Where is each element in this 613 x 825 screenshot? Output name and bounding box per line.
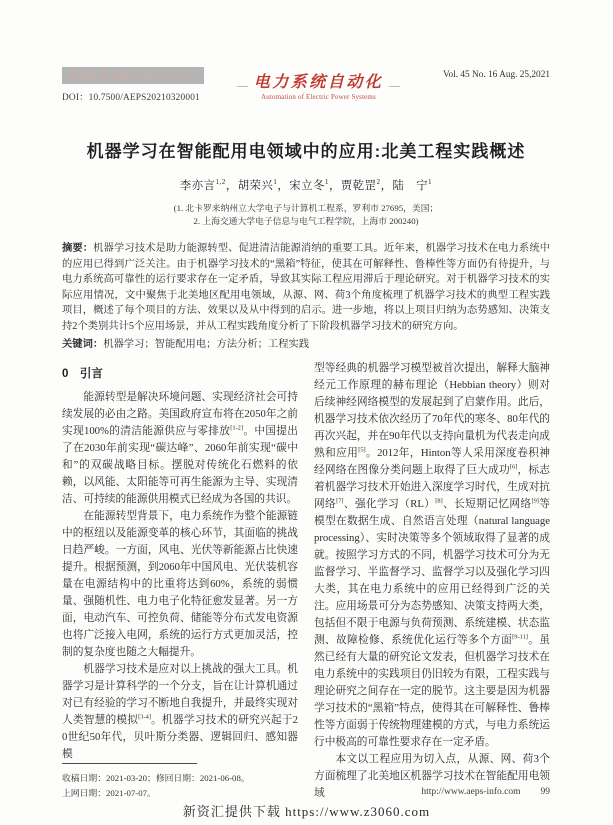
body-paragraph: 机器学习技术是应对以上挑战的强大工具。机器学习是计算科学的一个分支，旨在让计算机通过对已有经验的学习不断地自我提升，并最终实现对人类智慧的模拟[3-4]。机器学习技术的研究兴起于20世纪50年代，贝叶斯分类器、逻辑回归、感知器模 [62, 663, 298, 761]
download-watermark: 新资汇提供下载 https://www.z3060.com [182, 804, 431, 819]
abstract-label: 摘要： [62, 243, 94, 254]
journal-logo: 电力系统自动化 [253, 72, 384, 91]
footnote-line-received: 收稿日期：2021-03-20；修回日期：2021-06-08。 [62, 773, 250, 784]
body-paragraph: 型等经典的机器学习模型被首次提出，解释大脑神经元工作原理的赫布理论（Hebbian theory）则对后续神经网络模型的发展起到了启蒙作用。此后，机器学习技术依次经历了70年代的寒冬、80年代的再次兴起，并在90年代以支持向量机为代表走向成熟和应用[5]。2012年，Hinton等人采用深度卷积神经网络在图像分类问题上取得了巨大成功[6]，标志着机器学习技术开始进入深度学习时代，生成对抗网络[7]、强化学习（RL）[8]、长短期记忆网络[9]等模型在数据生成、自然语言处理（natural language processing）、实时决策等多个领域取得了显著的成就。按照学习方式的不同，机器学习技术可分为无监督学习、半监督学习、监督学习以及强化学习四大类，其在电力系统中的应用已经得到广泛的关注。应用场景可分为态势感知、决策支持两大类，包括但不限于电源与负荷预测、系统建模、状态监测、故障检修、系统优化运行等多个方面[9-11]。虽然已经有大量的研究论文发表，但机器学习技术在电力系统中的实践项目仍旧较为有限，工程实践与理论研究之间存在一定的脱节。这主要是因为机器学习技术的“黑箱”特点，使得其在可解释性、鲁棒性等方面弱于传统物理建模的方式，与电力系统运行中极高的可靠性要求存在一定矛盾。 [314, 362, 550, 749]
body-paragraph: 能源转型是解决环境问题、实现经济社会可持续发展的必由之路。美国政府宣布将在2050年之前实现100%的清洁能源供应与零排放[1-2]。中国提出了在2030年前实现“碳达峰”、2060年前实现“碳中和”的双碳战略目标。摆脱对传统化石燃料的依赖，以风能、太阳能等可再生能源为主导、实现清洁、可持续的能源供用模式已经成为各国的共识。 [62, 391, 298, 506]
body-paragraph: 在能源转型背景下，电力系统作为整个能源链中的枢纽以及能源变革的核心环节，其面临的挑战日趋严峻。一方面，风电、光伏等新能源占比快速提升。根据预测，到2060年中国风电、光伏装机容量在电源结构中的比重将达到60%，系统的弱惯量、强随机性、电力电子化特征愈发显著。另一方面，电动汽车、可控负荷、储能等分布式发电资源也将广泛接入电网，系统的运行方式更加灵活，控制的复杂度也随之大幅提升。 [62, 510, 298, 659]
journal-header-center [237, 69, 400, 101]
footnote-line-online: 上网日期：2021-07-07。 [62, 787, 156, 798]
affiliation-line-2: 2. 上海交通大学电子信息与电气工程学院，上海市 200240) [193, 216, 419, 226]
keywords [62, 337, 550, 353]
journal-header [62, 66, 550, 103]
keywords-label: 关键词： [62, 338, 104, 350]
footer-url: http://www.aeps-info.com [421, 787, 521, 797]
issue-box: 第45卷 第16期 2021年8月25日 [62, 67, 204, 84]
intro-footnote [62, 763, 298, 802]
journal-logo-block [254, 69, 384, 101]
doi-text: DOI：10.7500/AEPS20210320001 [62, 93, 200, 103]
authors-line: 李亦言$^{1,2}$，胡荣兴$^1$，宋立冬$^1$，贾乾罡$^2$，陆 宁$^1$ [179, 179, 433, 192]
journal-header-left [62, 66, 237, 103]
page-footer [421, 787, 550, 797]
affiliation-line-1: (1. 北卡罗来纳州立大学电子与计算机工程系，罗利市 27695，美国； [173, 203, 439, 213]
left-column [62, 360, 298, 798]
abstract-text: 机器学习技术是助力能源转型、促进清洁能源消纳的重要工具。近年来，机器学习技术在电力系统中的应用已得到广泛关注。由于机器学习技术的“黑箱”特征，使其在可解释性、鲁棒性等方面仍有待提升，与电力系统高可靠性的运行要求存在一定矛盾，导致其实际工程应用滞后于理论研究。对于机器学习技术的实际应用情况，文中聚焦于北美地区配用电领域，从源、网、荷3个角度梳理了机器学习技术的典型工程实践项目，概述了每个项目的方法、效果以及从中得到的启示。进一步地，将以上项目归纳为态势感知、决策支持2个类别共计5个应用场景，并从工程实践角度分析了下阶段机器学习技术的研究方向。 [62, 243, 550, 332]
header-rule-left [237, 86, 248, 87]
page-number: 99 [540, 787, 550, 797]
keywords-text: 机器学习；智能配用电；方法分析；工程实践 [103, 338, 310, 350]
header-rule-right [389, 86, 400, 87]
body-paragraph: 本文以工程应用为切入点，从源、网、荷3个方面梳理了北美地区机器学习技术在智能配用电领域 [314, 753, 550, 800]
paper-title: 机器学习在智能配用电领域中的应用:北美工程实践概述 [86, 142, 526, 161]
journal-logo-en: Automation of Electric Power Systems [261, 94, 376, 101]
footnote-rule [62, 763, 197, 764]
abstract [62, 241, 550, 335]
volume-info-en: Vol. 45 No. 16 Aug. 25,2021 [442, 70, 550, 80]
section-heading-intro: 0 引言 [62, 368, 103, 381]
